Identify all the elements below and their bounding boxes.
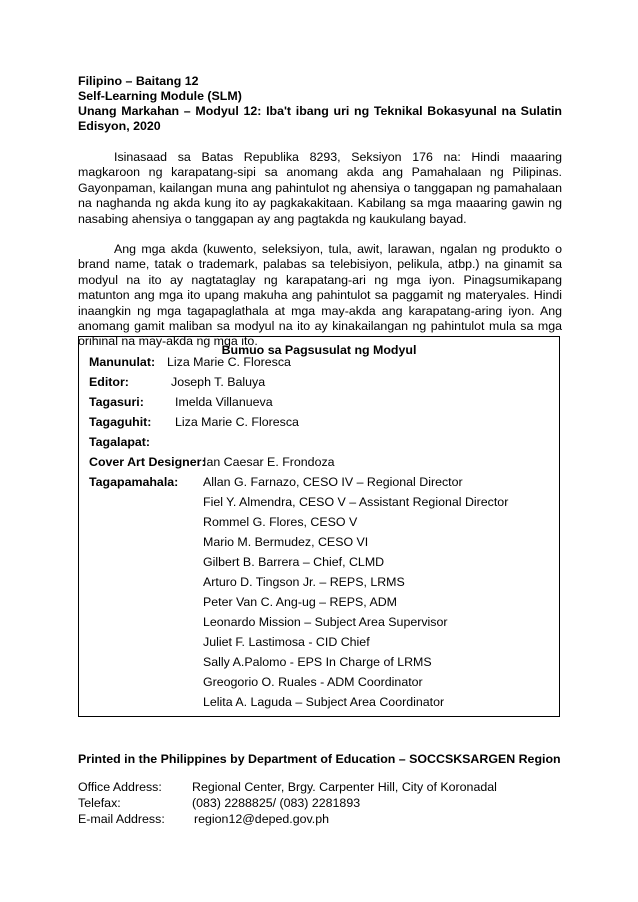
management-label: Tagapamahala: <box>89 475 179 489</box>
writer-label: Manunulat: <box>89 355 156 369</box>
editor-value: Joseph T. Baluya <box>171 375 266 389</box>
reviewer-value: Imelda Villanueva <box>175 395 273 409</box>
copyright-page <box>78 74 562 350</box>
manager-item: Fiel Y. Almendra, CESO V – Assistant Regional Director <box>203 495 509 509</box>
illustrator-value: Liza Marie C. Floresca <box>175 415 299 429</box>
manager-item: Gilbert B. Barrera – Chief, CLMD <box>203 555 385 569</box>
manager-item: Lelita A. Laguda – Subject Area Coordinator <box>203 695 445 709</box>
trademark-paragraph: Ang mga akda (kuwento, seleksiyon, tula, awit, larawan, ngalan ng produkto o brand name, tatak o trademark, palabas sa telebisiyon, pelikula, atbp.) na ginamit sa modyul na ito ay nagtataglay ng karapatang-ari ng mga iyon. Pinagsumikapang matunton ang mga ito upang makuha ang pahintulot sa paggamit ng materyales. Hindi inaangkin ng mga tagapaglathala at mga may-akda ang karapatang-aring iyon. Ang anomang gamit maliban sa modyul na ito ay kinakailangan ng pahintulot mula sa mga orihinal na may-akda ng mga ito. <box>78 242 562 349</box>
email-value[interactable]: region12@deped.gov.ph <box>194 812 329 826</box>
printed-in-notice: Printed in the Philippines by Department of Education – SOCCSKSARGEN Region <box>78 752 561 766</box>
layout-artist-label: Tagalapat: <box>89 435 151 449</box>
illustrator-label: Tagaguhit: <box>89 415 152 429</box>
writer-value: Liza Marie C. Floresca <box>167 355 291 369</box>
manager-item: Sally A.Palomo - EPS In Charge of LRMS <box>203 655 432 669</box>
manager-item: Peter Van C. Ang-ug – REPS, ADM <box>203 595 397 609</box>
manager-item: Rommel G. Flores, CESO V <box>203 515 358 529</box>
manager-item: Greogorio O. Ruales - ADM Coordinator <box>203 675 423 689</box>
reviewer-label: Tagasuri: <box>89 395 144 409</box>
development-team-box <box>78 336 560 717</box>
development-team-title: Bumuo sa Pagsusulat ng Modyul <box>221 343 417 357</box>
office-address-value: Regional Center, Brgy. Carpenter Hill, City of Koronadal <box>192 780 497 794</box>
email-label: E-mail Address: <box>78 812 165 826</box>
manager-item: Arturo D. Tingson Jr. – REPS, LRMS <box>203 575 405 589</box>
office-address-label: Office Address: <box>78 780 162 794</box>
telefax-label: Telefax: <box>78 796 121 810</box>
copyright-paragraph: Isinasaad sa Batas Republika 8293, Seksiyon 176 na: Hindi maaaring magkaroon ng karapatang-sipi sa anomang akda ang Pamahalaan ng Pilipinas. Gayonpaman, kailangan muna ang pahintulot ng ahensiya o tanggapan ng pamahalaan na naghanda ng akda kung ito ay pagkakakitaan. Kabilang sa mga maaaring gawin ng nasabing ahensiya o tanggapan ay ang pagtakda ng kaukulang bayad. <box>78 150 562 226</box>
manager-item: Allan G. Farnazo, CESO IV – Regional Director <box>203 475 463 489</box>
manager-item: Mario M. Bermudez, CESO VI <box>203 535 369 549</box>
module-title-heading: Unang Markahan – Modyul 12: Iba't ibang uri ng Teknikal Bokasyunal na Sulatin Edisyon, 2020 <box>78 104 562 133</box>
cover-art-label: Cover Art Designer: <box>89 455 206 469</box>
subject-grade-heading: Filipino – Baitang 12 <box>78 74 199 88</box>
module-type-heading: Self-Learning Module (SLM) <box>78 89 242 103</box>
telefax-value: (083) 2288825/ (083) 2281893 <box>192 796 361 810</box>
manager-item: Juliet F. Lastimosa - CID Chief <box>203 635 370 649</box>
manager-item: Leonardo Mission – Subject Area Supervisor <box>203 615 448 629</box>
cover-art-value: Ian Caesar E. Frondoza <box>203 455 335 469</box>
editor-label: Editor: <box>89 375 129 389</box>
